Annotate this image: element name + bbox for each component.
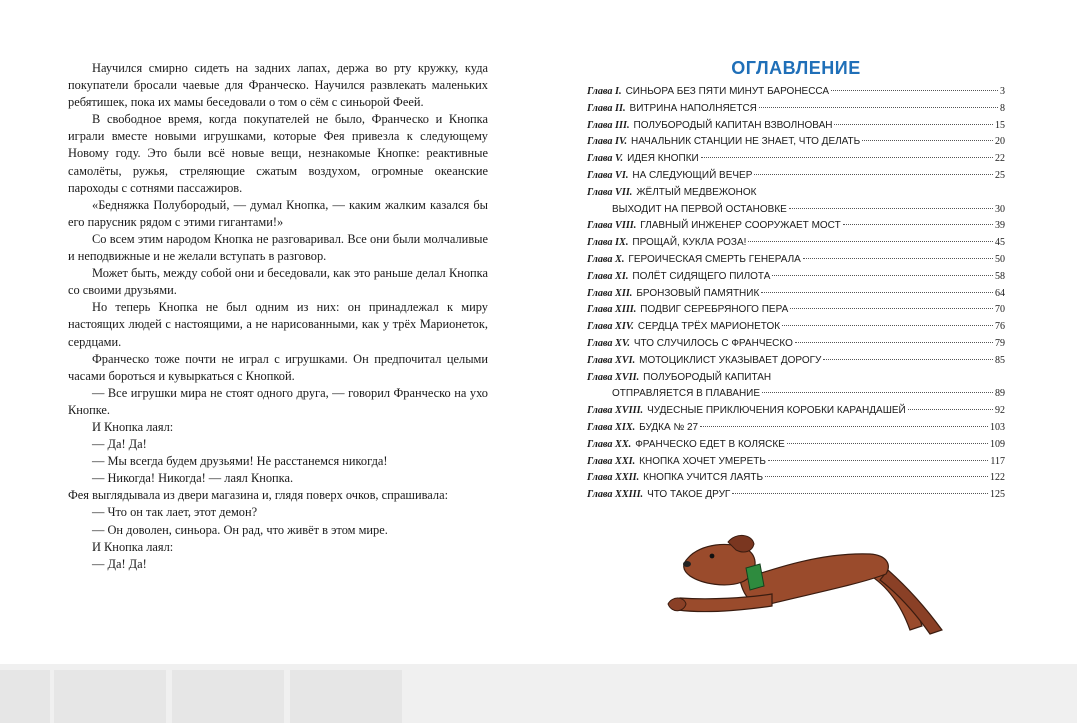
toc-leader-dots (787, 443, 988, 444)
toc-page-number: 39 (995, 220, 1005, 232)
toc-page-number: 64 (995, 287, 1005, 299)
toc-page-number: 50 (995, 253, 1005, 265)
toc-entry[interactable] (587, 319, 1005, 336)
toc-leader-dots (823, 359, 993, 360)
toc-chapter-title: БРОНЗОВЫЙ ПАМЯТНИК (636, 287, 760, 299)
toc-chapter-number: Глава XVII. (587, 371, 640, 383)
dog-illustration (660, 530, 950, 640)
toc-chapter-number: Глава X. (587, 253, 625, 265)
paragraph: — Что он так лает, этот демон? (92, 505, 258, 520)
toc-leader-dots (908, 409, 993, 410)
toc-page-number: 117 (990, 455, 1005, 467)
toc-page-number: 20 (995, 136, 1005, 148)
toc-chapter-title: ПРОЩАЙ, КУКЛА РОЗА! (632, 237, 747, 249)
toc-chapter-title: ПОЛУБОРОДЫЙ КАПИТАН ВЗВОЛНОВАН (633, 119, 833, 131)
toc-leader-dots (732, 493, 988, 494)
toc-leader-dots (761, 292, 993, 293)
table-of-contents (587, 55, 1005, 504)
toc-leader-dots (759, 107, 998, 108)
dog-nose (683, 561, 691, 567)
toc-leader-dots (862, 140, 993, 141)
dog-paw (668, 598, 686, 611)
toc-chapter-number: Глава IV. (587, 136, 628, 148)
toc-entry[interactable] (587, 286, 1005, 303)
paragraph: — Все игрушки мира не стоят одного друга, — говорил Франческо на ухо Кнопке. (68, 385, 488, 417)
toc-chapter-number: Глава XVI. (587, 354, 636, 366)
toc-entry[interactable] (587, 302, 1005, 319)
toc-chapter-title: ИДЕЯ КНОПКИ (627, 153, 699, 165)
toc-leader-dots (754, 174, 993, 175)
page-thumbnail[interactable] (172, 670, 284, 723)
toc-chapter-number: Глава XI. (587, 270, 629, 282)
toc-leader-dots (748, 241, 993, 242)
dog-eye (710, 554, 715, 559)
toc-chapter-number: Глава XIV. (587, 321, 634, 333)
toc-leader-dots (843, 224, 993, 225)
toc-leader-dots (790, 308, 993, 309)
toc-chapter-number: Глава XX. (587, 438, 632, 450)
paragraph: Но теперь Кнопка не был одним из них: он принадлежал к миру настоящих людей с настоящими, а не нарисованными, как у трёх Марионеток, сердцами. (68, 300, 488, 349)
paragraph: Со всем этим народом Кнопка не разговаривал. Все они были молчаливые и неподвижные и не желали вступать в разговор. (68, 231, 488, 264)
toc-title: ОГЛАВЛЕНИЕ (731, 58, 861, 78)
toc-chapter-number: Глава XXII. (587, 472, 640, 484)
toc-chapter-title: НАЧАЛЬНИК СТАНЦИИ НЕ ЗНАЕТ, ЧТО ДЕЛАТЬ (631, 136, 861, 148)
toc-page-number: 89 (995, 388, 1005, 400)
toc-chapter-title-continuation: ОТПРАВЛЯЕТСЯ В ПЛАВАНИЕ (612, 388, 761, 400)
toc-page-number: 122 (990, 472, 1005, 484)
page-thumbnail[interactable] (54, 670, 166, 723)
toc-entry[interactable] (587, 437, 1005, 454)
toc-chapter-number: Глава XVIII. (587, 405, 644, 417)
toc-chapter-number: Глава XII. (587, 287, 633, 299)
toc-entry[interactable] (587, 454, 1005, 471)
paragraph: И Кнопка лаял: (92, 419, 174, 434)
toc-chapter-number: Глава V. (587, 153, 624, 165)
toc-chapter-title: ЧТО ТАКОЕ ДРУГ (647, 489, 731, 501)
toc-chapter-title: СЕРДЦА ТРЁХ МАРИОНЕТОК (637, 321, 781, 333)
toc-entry[interactable] (587, 470, 1005, 487)
paragraph: — Он доволен, синьора. Он рад, что живёт в этом мире. (92, 522, 388, 537)
paragraph: — Никогда! Никогда! — лаял Кнопка. (92, 471, 294, 486)
toc-chapter-number: Глава IX. (587, 237, 629, 249)
toc-chapter-number: Глава XXIII. (587, 489, 644, 501)
toc-chapter-title: ЧТО СЛУЧИЛОСЬ С ФРАНЧЕСКО (633, 337, 793, 349)
paragraph: Фея выглядывала из двери магазина и, глядя поверх очков, спрашивала: (68, 488, 449, 503)
toc-leader-dots (765, 476, 988, 477)
toc-list (587, 84, 1005, 504)
toc-leader-dots (834, 124, 993, 125)
toc-chapter-title: ЧУДЕСНЫЕ ПРИКЛЮЧЕНИЯ КОРОБКИ КАРАНДАШЕЙ (647, 405, 906, 417)
paragraph: — Да! Да! (92, 437, 147, 452)
page-thumbnail-strip (0, 664, 1077, 723)
toc-entry[interactable] (587, 353, 1005, 370)
toc-chapter-number: Глава XXI. (587, 455, 636, 467)
toc-entry[interactable] (587, 134, 1005, 151)
toc-entry[interactable] (587, 420, 1005, 437)
paragraph: И Кнопка лаял: (92, 539, 174, 554)
toc-chapter-number: Глава III. (587, 119, 630, 131)
toc-chapter-title: КНОПКА ХОЧЕТ УМЕРЕТЬ (639, 455, 766, 467)
toc-entry[interactable] (587, 101, 1005, 118)
toc-entry[interactable] (587, 269, 1005, 286)
toc-entry[interactable] (587, 336, 1005, 353)
toc-page-number: 8 (1000, 102, 1005, 114)
toc-chapter-title: ПОЛЁТ СИДЯЩЕГО ПИЛОТА (632, 270, 771, 282)
toc-chapter-title: НА СЛЕДУЮЩИЙ ВЕЧЕР (632, 169, 753, 181)
toc-chapter-title: ПОЛУБОРОДЫЙ КАПИТАН (643, 371, 772, 383)
toc-entry[interactable] (587, 151, 1005, 168)
toc-page-number: 103 (990, 421, 1005, 433)
toc-leader-dots (789, 208, 993, 209)
toc-chapter-title: БУДКА № 27 (639, 421, 699, 433)
toc-entry[interactable] (587, 168, 1005, 185)
toc-chapter-number: Глава VII. (587, 186, 633, 198)
toc-page-number: 25 (995, 169, 1005, 181)
toc-leader-dots (700, 426, 988, 427)
page-thumbnail[interactable] (0, 670, 50, 723)
toc-chapter-title: ВИТРИНА НАПОЛНЯЕТСЯ (629, 102, 757, 114)
toc-entry[interactable] (587, 185, 1005, 219)
toc-entry[interactable] (587, 252, 1005, 269)
toc-leader-dots (701, 157, 993, 158)
left-page-text (68, 60, 488, 573)
toc-chapter-title: ФРАНЧЕСКО ЕДЕТ В КОЛЯСКЕ (635, 438, 785, 450)
toc-chapter-title: ГЛАВНЫЙ ИНЖЕНЕР СООРУЖАЕТ МОСТ (640, 220, 841, 232)
toc-chapter-number: Глава II. (587, 102, 626, 114)
toc-page-number: 30 (995, 203, 1005, 215)
toc-chapter-title: СИНЬОРА БЕЗ ПЯТИ МИНУТ БАРОНЕССА (625, 86, 830, 97)
toc-leader-dots (762, 392, 993, 393)
paragraph: Франческо тоже почти не играл с игрушками. Он предпочитал целыми часами бороться и кувыркаться с Кнопкой. (68, 351, 488, 383)
toc-page-number: 92 (995, 405, 1005, 417)
paragraph: — Мы всегда будем друзьями! Не расстанемся никогда! (92, 454, 388, 469)
toc-leader-dots (803, 258, 993, 259)
toc-page-number: 85 (995, 354, 1005, 366)
toc-page-number: 109 (990, 438, 1005, 450)
paragraph: Научился смирно сидеть на задних лапах, держа во рту кружку, куда покупатели бросали чаевые для Франческо. Научился развлекать маленьких ребятишек, пока их мамы беседовали о том о сём с синьорой Феей. (68, 61, 488, 110)
toc-page-number: 79 (995, 337, 1005, 349)
toc-page-number: 3 (1000, 86, 1005, 97)
toc-chapter-number: Глава VI. (587, 169, 629, 181)
toc-chapter-number: Глава XIII. (587, 304, 637, 316)
paragraph: В свободное время, когда покупателей не было, Франческо и Кнопка играли вместе новыми игрушками, которые Фея привезла к следующему Новому году. Это были всё новые вещи, незнакомые Кнопке: реактивные самолёты, ружья, стреляющие сжатым воздухом, огромные океанские пароходы с сотнями пассажиров. (68, 112, 488, 195)
toc-leader-dots (782, 325, 993, 326)
toc-chapter-number: Глава XIX. (587, 421, 636, 433)
toc-chapter-number: Глава VIII. (587, 220, 637, 232)
toc-leader-dots (795, 342, 993, 343)
toc-entry[interactable] (587, 218, 1005, 235)
toc-page-number: 15 (995, 119, 1005, 131)
toc-entry[interactable] (587, 487, 1005, 504)
toc-entry[interactable] (587, 403, 1005, 420)
toc-chapter-title: МОТОЦИКЛИСТ УКАЗЫВАЕТ ДОРОГУ (639, 354, 822, 366)
dog-front-leg (678, 594, 772, 612)
toc-chapter-title: ГЕРОИЧЕСКАЯ СМЕРТЬ ГЕНЕРАЛА (628, 253, 801, 265)
toc-entry[interactable] (587, 235, 1005, 252)
toc-chapter-number: Глава XV. (587, 337, 630, 349)
toc-leader-dots (772, 275, 993, 276)
toc-page-number: 70 (995, 304, 1005, 316)
toc-chapter-title-continuation: ВЫХОДИТ НА ПЕРВОЙ ОСТАНОВКЕ (612, 203, 787, 215)
toc-leader-dots (831, 90, 998, 91)
paragraph: «Бедняжка Полубородый, — думал Кнопка, — каким жалким казался бы его парусник рядом с этими гигантами!» (68, 197, 488, 229)
toc-leader-dots (768, 460, 988, 461)
toc-chapter-title: ПОДВИГ СЕРЕБРЯНОГО ПЕРА (640, 304, 789, 316)
paragraph: — Да! Да! (92, 556, 147, 571)
toc-entry[interactable] (587, 118, 1005, 135)
toc-page-number: 22 (995, 153, 1005, 165)
toc-page-number: 58 (995, 270, 1005, 282)
toc-page-number: 125 (990, 489, 1005, 501)
toc-page-number: 45 (995, 237, 1005, 249)
toc-chapter-title: КНОПКА УЧИТСЯ ЛАЯТЬ (643, 472, 764, 484)
toc-page-number: 76 (995, 321, 1005, 333)
toc-entry[interactable] (587, 370, 1005, 404)
toc-chapter-title: ЖЁЛТЫЙ МЕДВЕЖОНОК (636, 186, 757, 198)
page-thumbnail[interactable] (290, 670, 402, 723)
toc-chapter-number: Глава I. (587, 86, 622, 97)
toc-entry[interactable] (587, 84, 1005, 101)
paragraph: Может быть, между собой они и беседовали, как это раньше делал Кнопка со своими друзьями. (68, 266, 488, 298)
